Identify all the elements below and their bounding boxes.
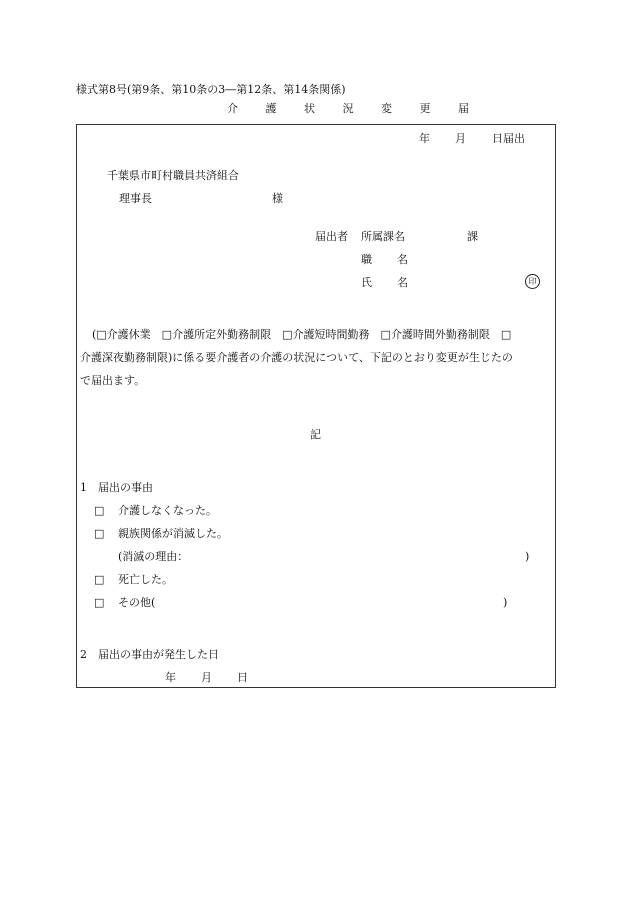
job-title-label-2: 名 xyxy=(397,253,408,266)
other-close: ) xyxy=(503,596,508,609)
occurrence-month: 月 xyxy=(201,671,212,684)
date-month: 月 xyxy=(455,132,466,145)
department-suffix: 課 xyxy=(467,230,478,243)
option-checkbox[interactable]: □ xyxy=(94,504,105,517)
section-2-heading: 2 届出の事由が発生した日 xyxy=(80,648,219,661)
option-label: 死亡した。 xyxy=(118,573,173,586)
body-line-3: で届出ます。 xyxy=(80,374,146,387)
option-label: その他( xyxy=(118,596,156,609)
occurrence-day: 日 xyxy=(237,671,248,684)
option-label: 介護しなくなった。 xyxy=(118,504,217,517)
occurrence-year: 年 xyxy=(165,671,176,684)
reason-close: ) xyxy=(525,550,530,563)
option-label: 親族関係が消滅した。 xyxy=(118,527,228,540)
department-label: 所属課名 xyxy=(361,230,405,243)
form-number: 様式第8号(第9条、第10条の3―第12条、第14条関係) xyxy=(76,83,346,96)
body-line-2: 介護深夜勤務制限)に係る要介護者の介護の状況について、下記のとおり変更が生じたの xyxy=(80,351,513,364)
name-label-2: 名 xyxy=(397,276,408,289)
name-label-1: 氏 xyxy=(361,276,372,289)
section-1-heading: 1 届出の事由 xyxy=(80,481,153,494)
addressee-position: 理事長 xyxy=(119,192,152,205)
seal-mark: 印 xyxy=(525,274,540,289)
option-checkbox[interactable]: □ xyxy=(94,596,105,609)
job-title-label-1: 職 xyxy=(361,253,372,266)
date-day-submitted: 日届出 xyxy=(492,132,525,145)
ki-marker: 記 xyxy=(310,428,321,441)
option-checkbox[interactable]: □ xyxy=(94,573,105,586)
option-checkbox[interactable]: □ xyxy=(94,527,105,540)
addressee-honorific: 様 xyxy=(272,192,283,205)
reason-label: (消滅の理由： xyxy=(118,550,189,563)
form-title: 介 護 状 況 変 更 届 xyxy=(227,102,481,115)
body-line-1: (□介護休業 □介護所定外勤務制限 □介護短時間勤務 □介護時間外勤務制限 □ xyxy=(92,328,512,341)
date-year: 年 xyxy=(419,132,430,145)
addressee-organization: 千葉県市町村職員共済組合 xyxy=(107,169,239,182)
submitter-label: 届出者 xyxy=(315,230,348,243)
